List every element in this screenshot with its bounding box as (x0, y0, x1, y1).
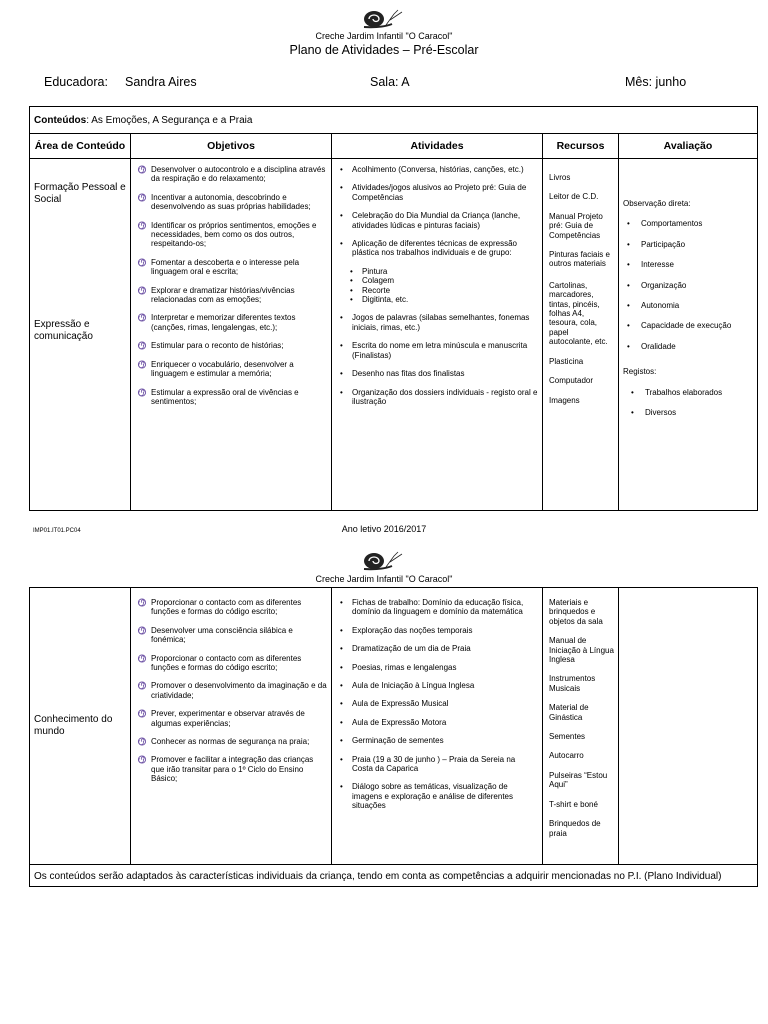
avaliacao-text: Participação (641, 239, 686, 249)
objetivo-item (137, 165, 327, 184)
atividade-text: Pintura (362, 266, 388, 276)
objetivo-item (137, 193, 327, 212)
bullet-icon: • (340, 681, 343, 691)
recurso-item: T-shirt e boné (549, 799, 598, 809)
avaliacao-text: Trabalhos elaborados (645, 387, 723, 397)
objetivos-cell (131, 588, 332, 865)
bullet-icon: • (340, 313, 343, 323)
objetivo-text: Prever, experimentar e observar através de algumas experiências; (151, 709, 305, 728)
atividades-list (338, 165, 538, 406)
atividade-item (338, 165, 538, 174)
avaliacao-text: Interesse (641, 260, 674, 270)
recurso-item: Material de Ginástica (549, 703, 589, 722)
recurso-item: Computador (549, 376, 594, 386)
objetivo-text: Desenvolver o autocontrolo e a disciplina através da respiração e do relaxamento; (151, 165, 326, 184)
objetivo-item (137, 626, 327, 645)
bullet-icon: • (631, 387, 634, 397)
spiral-bullet-icon (137, 286, 147, 295)
recurso-item: Pulseiras “Estou Aqui” (549, 770, 608, 790)
objetivo-text: Conhecer as normas de segurança na praia; (151, 737, 310, 747)
atividade-item (338, 183, 538, 202)
atividade-text: Organização dos dossiers individuais - registo oral e ilustração (352, 387, 538, 406)
atividade-item (338, 388, 538, 407)
area-expressao: Expressão e comunicação (34, 319, 93, 342)
snail-logo (360, 548, 408, 572)
recurso-item: Livros (549, 173, 571, 182)
atividade-text: Acolhimento (Conversa, histórias, canções, etc.) (352, 165, 524, 174)
objetivos-list (137, 165, 327, 406)
atividade-text: Desenho nas fitas dos finalistas (352, 369, 465, 379)
avaliacao-list (623, 219, 753, 351)
header-objetivos: Objetivos (131, 134, 332, 159)
atividade-item (338, 681, 538, 690)
avaliacao-text: Organização (641, 280, 687, 290)
atividade-item (338, 286, 538, 295)
recurso-item: Materiais e brinquedos e objetos da sala (549, 598, 603, 626)
atividade-item (338, 295, 538, 304)
activities-table-1 (29, 106, 758, 511)
recurso-item: Imagens (549, 395, 580, 405)
bullet-icon: • (350, 285, 353, 295)
atividade-text: Poesias, rimas e lengalengas (352, 662, 457, 672)
avaliacao-title: Observação direta: (623, 199, 691, 208)
school-name: Creche Jardim Infantil "O Caracol" (315, 574, 453, 584)
spiral-bullet-icon (137, 341, 147, 350)
atividade-item (338, 239, 538, 258)
snail-logo (360, 6, 408, 30)
objetivo-item (137, 286, 327, 305)
bullet-icon: • (340, 165, 343, 174)
bullet-icon: • (340, 754, 343, 764)
bullet-icon: • (627, 280, 630, 290)
atividade-item (338, 718, 538, 727)
header-recursos: Recursos (543, 134, 619, 159)
avaliacao-item (623, 388, 753, 397)
objetivo-text: Proporcionar o contacto com as diferentes funções e formas do código escrito; (151, 653, 302, 673)
spiral-bullet-icon (137, 360, 147, 369)
conteudos-value: : As Emoções, A Segurança e a Praia (86, 114, 253, 126)
objetivo-text: Identificar os próprios sentimentos, emoções e necessidades, bem como os dos outros, respeitando-os; (151, 220, 317, 249)
objetivo-item (137, 388, 327, 407)
recurso-item: Pinturas faciais e outros materiais (549, 250, 610, 269)
atividade-item (338, 626, 538, 635)
header-atividades: Atividades (332, 134, 543, 159)
atividade-text: Digitinta, etc. (362, 295, 409, 305)
bullet-icon: • (627, 260, 630, 270)
spiral-bullet-icon (137, 709, 147, 718)
bullet-icon: • (627, 341, 630, 351)
recurso-item: Plasticina (549, 356, 584, 366)
spiral-bullet-icon (137, 165, 147, 174)
atividade-text: Praia (19 a 30 de junho ) – Praia da Sereia na Costa da Caparica (352, 754, 516, 774)
objetivo-item (137, 598, 327, 617)
recurso-item: Leitor de C.D. (549, 192, 599, 202)
header-area: Área de Conteúdo (30, 134, 131, 159)
atividade-item (338, 663, 538, 672)
recursos-list (549, 598, 614, 838)
objetivo-text: Interpretar e memorizar diferentes textos (canções, rimas, lengalengas, etc.); (151, 313, 296, 332)
bullet-icon: • (350, 266, 353, 276)
avaliacao-item (623, 240, 753, 249)
recursos-cell (543, 159, 619, 511)
bullet-icon: • (340, 699, 343, 709)
objetivo-item (137, 709, 327, 728)
atividade-item (338, 369, 538, 378)
bullet-icon: • (631, 408, 634, 418)
atividades-list (338, 598, 538, 811)
area-cell (30, 159, 131, 511)
bullet-icon: • (340, 598, 343, 607)
avaliacao-item (623, 408, 753, 417)
objetivo-text: Desenvolver uma consciência silábica e fonémica; (151, 625, 293, 645)
bullet-icon: • (340, 717, 343, 727)
objetivo-text: Incentivar a autonomia, descobrindo e desenvolvendo as suas próprias habilidades; (151, 192, 311, 212)
atividade-text: Aula de Expressão Motora (352, 717, 447, 727)
bullet-icon: • (340, 369, 343, 379)
header-avaliacao: Avaliação (619, 134, 758, 159)
atividade-text: Aula de Iniciação à Língua Inglesa (352, 681, 475, 691)
bullet-icon: • (340, 239, 343, 249)
objetivo-item (137, 755, 327, 783)
atividade-item (338, 736, 538, 745)
recurso-item: Brinquedos de praia (549, 819, 601, 838)
atividade-text: Aula de Expressão Musical (352, 699, 449, 709)
spiral-bullet-icon (137, 221, 147, 230)
objetivo-item (137, 681, 327, 700)
objetivo-text: Estimular para o reconto de histórias; (151, 341, 284, 351)
objetivo-text: Enriquecer o vocabulário, desenvolver a linguagem e estimular a memória; (151, 359, 294, 379)
spiral-bullet-icon (137, 598, 147, 607)
bullet-icon: • (627, 301, 630, 311)
objetivo-item (137, 258, 327, 277)
avaliacao-item (623, 342, 753, 351)
spiral-bullet-icon (137, 388, 147, 397)
objetivo-item (137, 360, 327, 379)
spiral-bullet-icon (137, 258, 147, 267)
recurso-item: Instrumentos Musicais (549, 674, 596, 693)
objetivo-text: Explorar e dramatizar histórias/vivências relacionadas com as emoções; (151, 285, 295, 305)
atividade-text: Escrita do nome em letra minúscula e manuscrita (Finalistas) (352, 341, 528, 360)
atividade-item (338, 341, 538, 360)
bullet-icon: • (340, 644, 343, 654)
school-year: Ano letivo 2016/2017 (341, 524, 427, 534)
bullet-icon: • (340, 662, 343, 672)
educadora-label: Educadora: (44, 75, 108, 89)
avaliacao-text: Diversos (645, 408, 677, 418)
area-conhecimento: Conhecimento do mundo (34, 714, 113, 737)
avaliacao-text: Autonomia (641, 301, 680, 311)
sala: Sala: A (370, 75, 410, 89)
atividade-item (338, 598, 538, 617)
bullet-icon: • (340, 625, 343, 635)
atividade-text: Exploração das noções temporais (352, 625, 473, 635)
recurso-item: Sementes (549, 732, 586, 742)
atividade-item (338, 782, 538, 810)
spiral-bullet-icon (137, 626, 147, 635)
objetivo-text: Estimular a expressão oral de vivências e sentimentos; (151, 387, 299, 406)
recurso-item: Cartolinas, marcadores, tintas, pincéis, folhas A4, tesoura, cola, papel autocolante, etc. (549, 280, 608, 347)
objetivo-item (137, 737, 327, 746)
atividade-text: Celebração do Dia Mundial da Criança (lanche, atividades lúdicas e pinturas faciais) (352, 211, 521, 230)
recurso-item: Manual Projeto pré: Guia de Competências (549, 211, 603, 240)
area-cell (30, 588, 131, 865)
objetivos-list (137, 598, 327, 784)
atividade-text: Recorte (362, 285, 391, 295)
avaliacao-item (623, 301, 753, 310)
avaliacao-text: Comportamentos (641, 219, 703, 229)
bullet-icon: • (340, 341, 343, 351)
atividade-text: Germinação de sementes (352, 736, 444, 746)
objetivo-text: Promover e facilitar a integração das crianças que irão transitar para o 1º Ciclo do Ensino Básico; (151, 755, 314, 784)
bullet-icon: • (627, 321, 630, 331)
bullet-icon: • (340, 736, 343, 746)
atividade-text: Aplicação de diferentes técnicas de expressão plástica nos trabalhos individuais e de grupo: (352, 239, 517, 258)
bullet-icon: • (340, 211, 343, 221)
avaliacao-item (623, 281, 753, 290)
atividade-item (338, 755, 538, 774)
objetivo-item (137, 654, 327, 673)
objetivo-text: Fomentar a descoberta e o interesse pela linguagem oral e escrita; (151, 257, 300, 277)
atividade-text: Atividades/jogos alusivos ao Projeto pré: Guia de Competências (352, 183, 527, 202)
registos-title: Registos: (623, 367, 657, 377)
registos-list (623, 388, 753, 418)
atividade-item (338, 644, 538, 653)
activities-table-2 (29, 587, 758, 887)
spiral-bullet-icon (137, 193, 147, 202)
recursos-cell (543, 588, 619, 865)
avaliacao-cell (619, 159, 758, 511)
bullet-icon: • (627, 239, 630, 249)
atividade-item (338, 699, 538, 708)
atividade-text: Dramatização de um dia de Praia (352, 644, 471, 654)
bullet-icon: • (350, 276, 353, 286)
spiral-bullet-icon (137, 737, 147, 746)
objetivo-text: Promover o desenvolvimento da imaginação e da criatividade; (151, 681, 327, 700)
avaliacao-text: Oralidade (641, 341, 676, 351)
form-code: IMP01.IT01.PC04 (33, 528, 81, 534)
avaliacao-item (623, 219, 753, 228)
avaliacao-item (623, 321, 753, 330)
conteudos-label: Conteúdos (34, 114, 87, 126)
atividade-item (338, 267, 538, 276)
page-title: Plano de Atividades – Pré-Escolar (289, 43, 479, 57)
recurso-item: Autocarro (549, 751, 584, 761)
bullet-icon: • (340, 387, 343, 397)
avaliacao-item (623, 260, 753, 269)
recurso-item: Manual de Iniciação à Língua Inglesa (549, 636, 614, 665)
objetivo-text: Proporcionar o contacto com as diferentes funções e formas do código escrito; (151, 598, 302, 617)
bullet-icon: • (340, 183, 343, 193)
objetivo-item (137, 313, 327, 332)
avaliacao-text: Capacidade de execução (641, 321, 732, 331)
atividades-cell (332, 159, 543, 511)
spiral-bullet-icon (137, 654, 147, 663)
atividade-text: Colagem (362, 276, 395, 286)
objetivo-item (137, 221, 327, 249)
objetivos-cell (131, 159, 332, 511)
mes: Mês: junho (625, 75, 687, 89)
area-formacao: Formação Pessoal e Social (34, 182, 126, 205)
conteudos-row (30, 107, 758, 134)
atividade-text: Diálogo sobre as temáticas, visualização de imagens e exploração e análise de diferentes situações (352, 782, 513, 811)
atividade-item (338, 313, 538, 332)
spiral-bullet-icon (137, 681, 147, 690)
atividade-item (338, 276, 538, 285)
footer-note: Os conteúdos serão adaptados às características individuais da criança, tendo em conta as competências a adquirir mencionadas no P.I. (Plano Individual) (30, 865, 758, 887)
atividade-text: Jogos de palavras (silabas semelhantes, fonemas iniciais, rimas, etc.) (352, 313, 530, 332)
avaliacao-cell-empty (619, 588, 758, 865)
spiral-bullet-icon (137, 755, 147, 764)
bullet-icon: • (340, 782, 343, 792)
bullet-icon: • (627, 219, 630, 229)
atividades-cell (332, 588, 543, 865)
educadora-value: Sandra Aires (125, 75, 197, 89)
bullet-icon: • (350, 295, 353, 305)
objetivo-item (137, 341, 327, 350)
atividade-item (338, 211, 538, 230)
spiral-bullet-icon (137, 313, 147, 322)
atividade-text: Fichas de trabalho: Domínio da educação física, domínio da linguagem e domínio da matemática (352, 598, 524, 617)
school-name: Creche Jardim Infantil "O Caracol" (315, 31, 453, 41)
